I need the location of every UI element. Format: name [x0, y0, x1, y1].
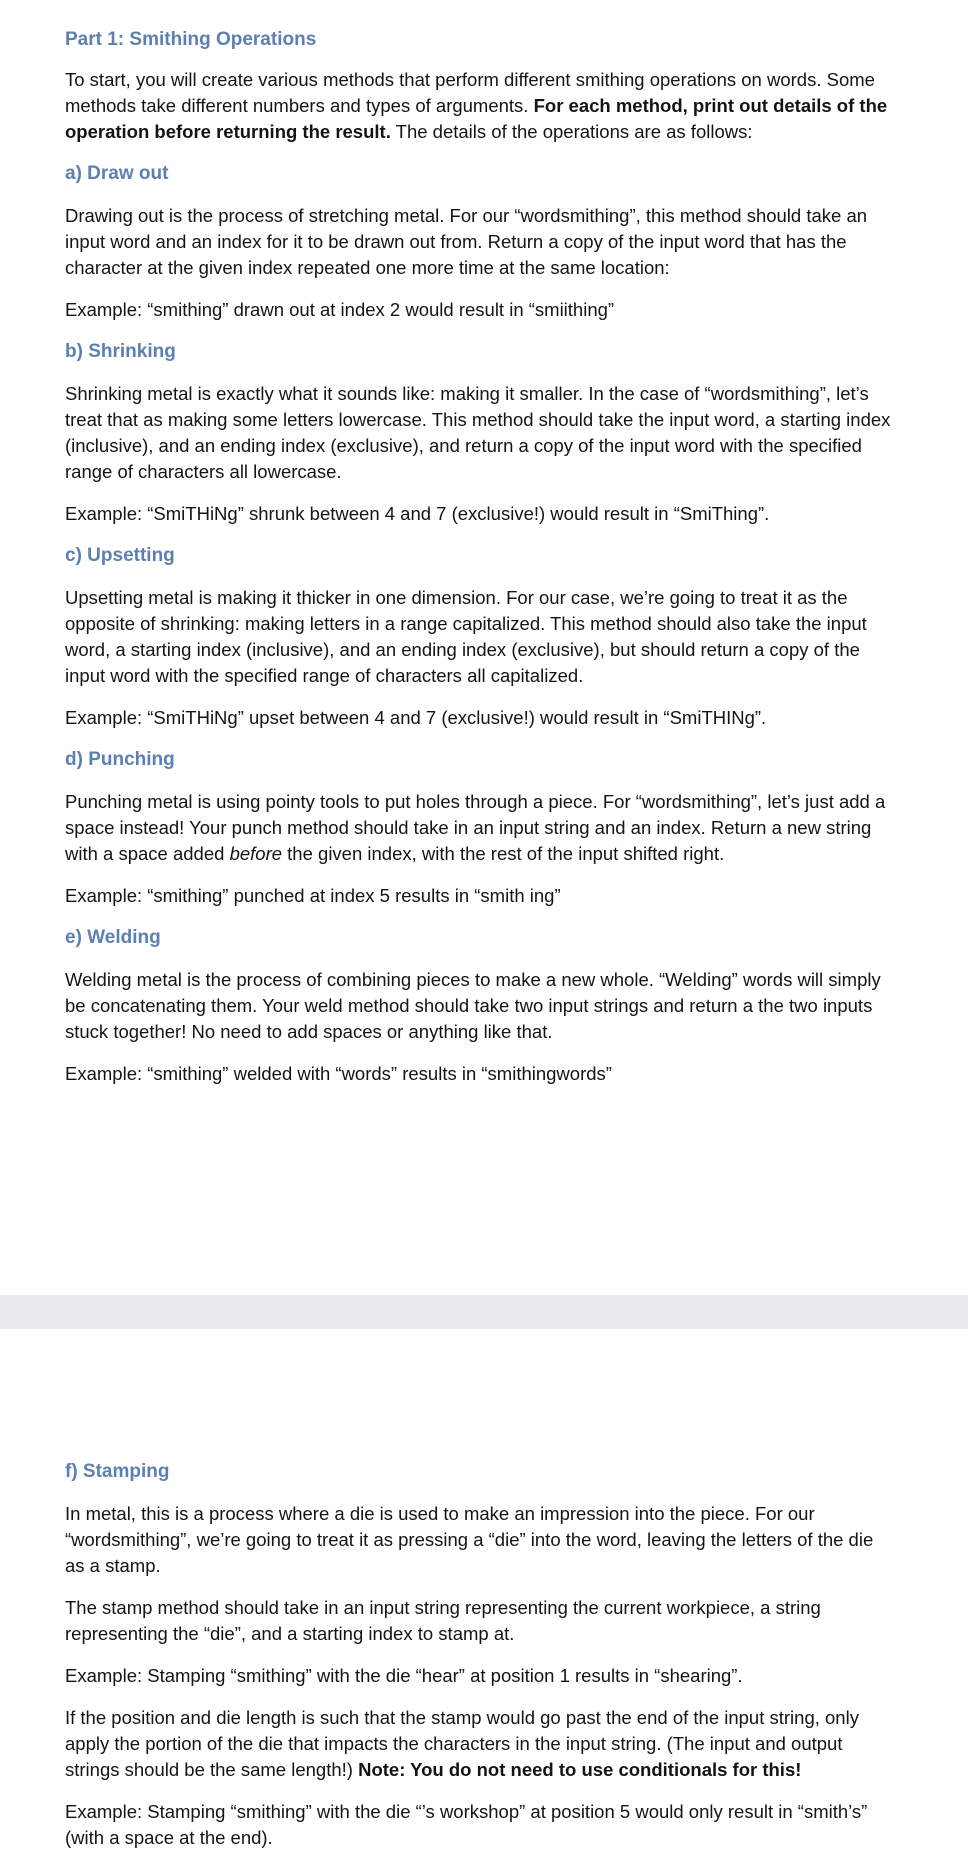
section-f-example-2: Example: Stamping “smithing” with the die “’s workshop” at position 5 would only result in “smith’s” (with a space at the end).: [65, 1801, 868, 1848]
section-b-example: Example: “SmiTHiNg” shrunk between 4 and 7 (exclusive!) would result in “SmiThing”.: [65, 503, 770, 524]
section-f-note-bold: Note: You do not need to use conditionals for this!: [358, 1759, 802, 1780]
section-c-body: Upsetting metal is making it thicker in one dimension. For our case, we’re going to treat it as the opposite of shrinking: making letters in a range capitalized. This method should also take the input word, a starting index (inclusive), and an ending index (exclusive), but should return a copy of the input word with the specified range of characters all capitalized.: [65, 587, 867, 686]
section-f-example-1: Example: Stamping “smithing” with the die “hear” at position 1 results in “shearing”.: [65, 1665, 743, 1686]
intro-text-2: The details of the operations are as follows:: [390, 121, 753, 142]
section-d-body-1: Punching metal is using pointy tools to put holes through a piece. For “wordsmithing”, let’s just add a space instead! Your punch method should take in an input string and an index. Return a new string with a space added: [65, 791, 886, 864]
section-a-example: Example: “smithing” drawn out at index 2 would result in “smiithing”: [65, 299, 615, 320]
section-f-body-1: In metal, this is a process where a die is used to make an impression into the piece. For our “wordsmithing”, we’re going to treat it as pressing a “die” into the word, leaving the letters of the die as a stamp.: [65, 1503, 874, 1576]
page-2-content: [65, 1459, 895, 1867]
section-f-body-3-text: If the position and die length is such that the stamp would go past the end of the input string, only apply the portion of the die that impacts the characters in the input string. (The input and output strings should be the same length!): [65, 1707, 859, 1780]
part-1-heading: Part 1: Smithing Operations: [65, 29, 317, 50]
intro-bold-text: For each method, print out details of the operation before returning the result.: [65, 95, 888, 142]
section-f-body-3: [65, 1705, 895, 1783]
section-e-body: Welding metal is the process of combining pieces to make a new whole. “Welding” words will simply be concatenating them. Your weld method should take two input strings and return a the two inputs stuck together! No need to add spaces or anything like that.: [65, 969, 881, 1042]
section-d-body-italic: before: [229, 843, 283, 864]
section-d-body-2: the given index, with the rest of the input shifted right.: [282, 843, 725, 864]
section-d-body: [65, 789, 895, 867]
section-a-body: Drawing out is the process of stretching metal. For our “wordsmithing”, this method should take an input word and an index for it to be drawn out from. Return a copy of the input word that has the character at the given index repeated one more time at the same location:: [65, 205, 868, 278]
section-e-example: Example: “smithing” welded with “words” results in “smithingwords”: [65, 1063, 612, 1084]
section-c-heading: c) Upsetting: [65, 545, 175, 566]
section-d-heading: d) Punching: [65, 749, 175, 770]
intro-text-1: To start, you will create various methods that perform different smithing operations on words. Some methods take different numbers and types of arguments.: [65, 69, 875, 116]
intro-paragraph: [65, 67, 895, 145]
page-separator: [0, 1295, 968, 1329]
section-c-example: Example: “SmiTHiNg” upset between 4 and 7 (exclusive!) would result in “SmiTHINg”.: [65, 707, 767, 728]
section-f-heading: f) Stamping: [65, 1461, 170, 1482]
section-d-example: Example: “smithing” punched at index 5 results in “smith ing”: [65, 885, 561, 906]
page-1-content: [65, 27, 895, 1103]
section-f-body-2: The stamp method should take in an input string representing the current workpiece, a string representing the “die”, and a starting index to stamp at.: [65, 1597, 821, 1644]
section-e-heading: e) Welding: [65, 927, 161, 948]
section-b-heading: b) Shrinking: [65, 341, 176, 362]
section-a-heading: a) Draw out: [65, 163, 169, 184]
section-b-body: Shrinking metal is exactly what it sounds like: making it smaller. In the case of “wordsmithing”, let’s treat that as making some letters lowercase. This method should take the input word, a starting index (inclusive), and an ending index (exclusive), and return a copy of the input word with the specified range of characters all lowercase.: [65, 383, 891, 482]
document-page-2: [0, 1329, 968, 1857]
